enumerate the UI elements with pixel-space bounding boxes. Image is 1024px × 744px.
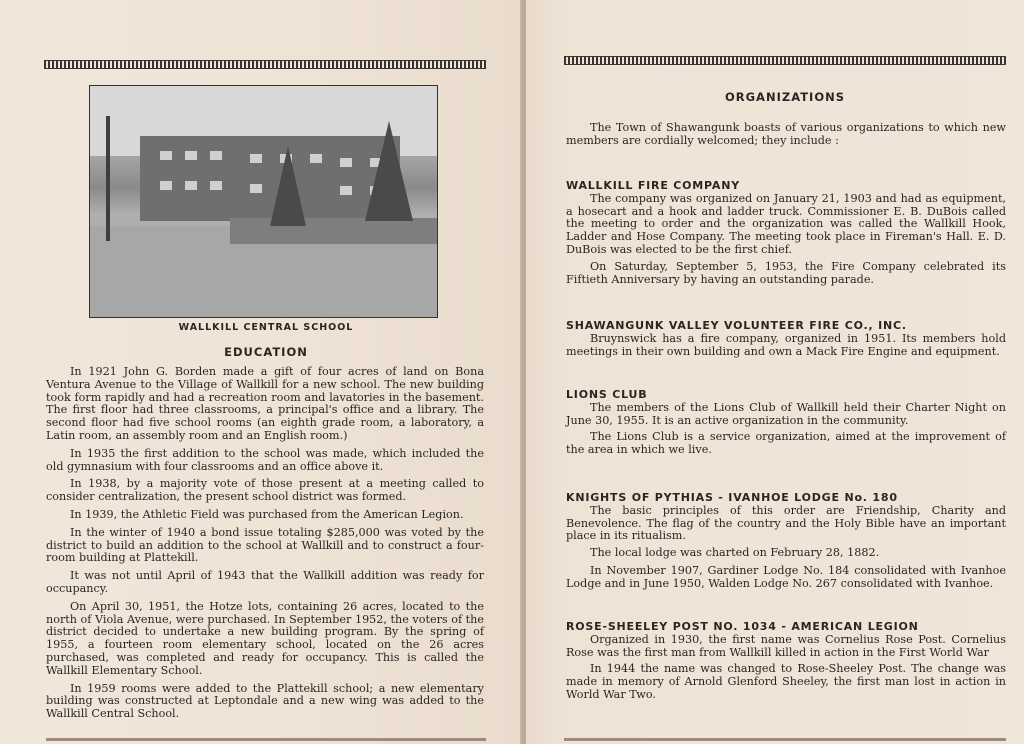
education-paragraph: In 1959 rooms were added to the Plattekill school; a new elementary building was constructed at Leptondale and a new wing was added to the Wallkill Central School. — [46, 681, 484, 721]
photo-caption: WALLKILL CENTRAL SCHOOL — [178, 322, 354, 333]
education-heading: EDUCATION — [224, 345, 308, 359]
organizations-intro — [566, 121, 1006, 152]
education-paragraph: In 1938, by a majority vote of those present at a meeting called to consider centralization, the present school district was formed. — [46, 477, 484, 504]
org-paragraph: The company was organized on January 21, 1903 and had as equipment, a hosecart and a hook and ladder truck. Commissioner E. B. DuBois called the meeting to order and the organization was called the Wallkill Hook, Ladder and Hose Company. The meeting took place in Fireman's Hall. E. D. DuBois was elected to be the first chief. — [566, 191, 1006, 256]
right-page — [526, 0, 1024, 744]
org-knights-of-pythias — [566, 492, 1006, 596]
bottom-border — [46, 738, 486, 741]
school-photograph — [89, 85, 438, 318]
org-title: KNIGHTS OF PYTHIAS - IVANHOE LODGE No. 180 — [566, 491, 898, 504]
education-paragraph: In 1921 John G. Borden made a gift of four acres of land on Bona Ventura Avenue to the Village of Wallkill for a new school. The new building took form rapidly and had a recreation room and lavatories in the basement. The first floor had three classrooms, a principal's office and a library. The second floor had five school rooms (an eighth grade room, a laboratory, a Latin room, an assembly room and an English room.) — [46, 365, 484, 442]
org-paragraph: In 1944 the name was changed to Rose-Sheeley Post. The change was made in memory of Arnold Glenford Sheeley, the first man lost in action in World War Two. — [566, 662, 1006, 701]
org-shawangunk-valley-fire — [566, 320, 1006, 363]
top-border-ornament — [564, 56, 1006, 65]
org-paragraph: The Lions Club is a service organization, aimed at the improvement of the area in which we live. — [566, 430, 1006, 457]
org-paragraph: On Saturday, September 5, 1953, the Fire Company celebrated its Fiftieth Anniversary by having an outstanding parade. — [566, 259, 1006, 286]
org-paragraph: The members of the Lions Club of Wallkill held their Charter Night on June 30, 1955. It is an active organization in the community. — [566, 400, 1006, 427]
education-paragraph: In 1935 the first addition to the school was made, which included the old gymnasium with four classrooms and an office above it. — [46, 446, 484, 473]
org-title: LIONS CLUB — [566, 388, 648, 401]
org-paragraph: In November 1907, Gardiner Lodge No. 184 consolidated with Ivanhoe Lodge and in June 1950, Walden Lodge No. 267 consolidated with Ivanhoe. — [566, 563, 1006, 590]
education-paragraph: In the winter of 1940 a bond issue totaling $285,000 was voted by the district to build an addition to the school at Wallkill and to construct a four-room building at Plattekill. — [46, 525, 484, 565]
education-paragraph: On April 30, 1951, the Hotze lots, containing 26 acres, located to the north of Viola Avenue, were purchased. In September 1952, the voters of the district decided to undertake a new building program. By the spring of 1955, a fourteen room elementary school, located on the 26 acres purchased, was completed and ready for occupancy. This is called the Wallkill Elementary School. — [46, 599, 484, 677]
org-title: SHAWANGUNK VALLEY VOLUNTEER FIRE CO., INC. — [566, 319, 907, 332]
org-title: ROSE-SHEELEY POST NO. 1034 - AMERICAN LEGION — [566, 620, 919, 633]
org-lions-club — [566, 389, 1006, 462]
bottom-border — [564, 738, 1006, 741]
intro-paragraph: The Town of Shawangunk boasts of various organizations to which new members are cordially welcomed; they include : — [566, 121, 1006, 147]
org-paragraph: Organized in 1930, the first name was Cornelius Rose Post. Cornelius Rose was the first man from Wallkill killed in action in the First World War — [566, 632, 1006, 659]
education-body — [46, 366, 484, 726]
org-paragraph: Bruynswick has a fire company, organized in 1951. Its members hold meetings in their own building and own a Mack Fire Engine and equipment. — [566, 331, 1006, 358]
org-title: WALLKILL FIRE COMPANY — [566, 179, 740, 192]
org-paragraph: The basic principles of this order are Friendship, Charity and Benevolence. The flag of the country and the Holy Bible have an important place in its ritualism. — [566, 503, 1006, 543]
org-american-legion — [566, 621, 1006, 707]
education-paragraph: In 1939, the Athletic Field was purchased from the American Legion. — [70, 507, 464, 521]
education-paragraph: It was not until April of 1943 that the Wallkill addition was ready for occupancy. — [46, 569, 484, 595]
org-paragraph: The local lodge was charted on February 28, 1882. — [590, 546, 880, 560]
top-border-ornament — [44, 60, 486, 69]
organizations-heading: ORGANIZATIONS — [724, 90, 846, 104]
org-wallkill-fire-company — [566, 180, 1006, 291]
